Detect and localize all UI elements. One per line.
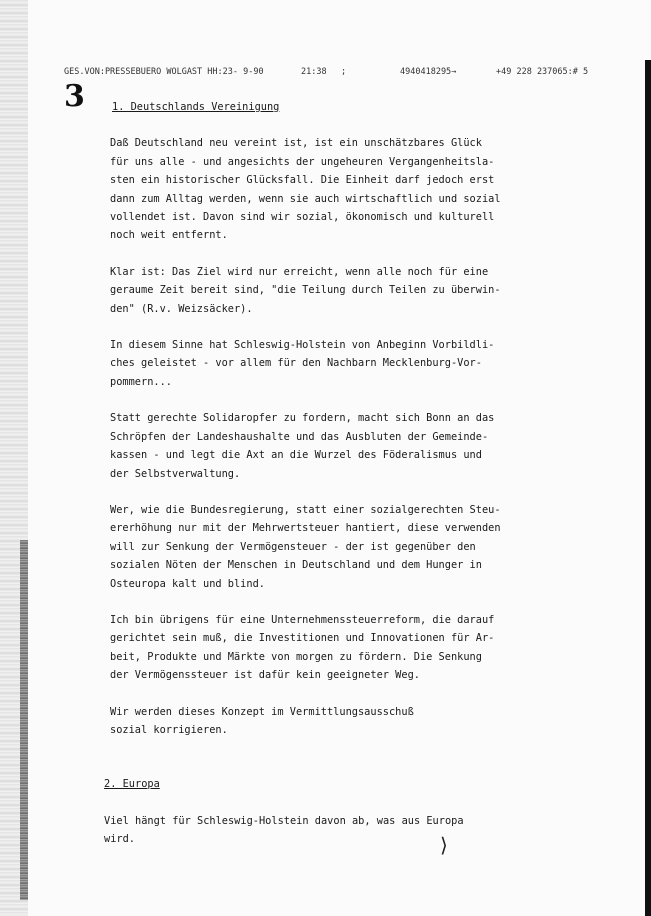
fax-time: 21:38 bbox=[301, 67, 327, 77]
paragraph-8: Viel hängt für Schleswig-Holstein davon ab, was aus Europa wird. bbox=[104, 814, 464, 846]
document-body bbox=[104, 98, 570, 849]
section-heading-2: 2. Europa bbox=[104, 778, 160, 791]
paragraph-1: Daß Deutschland neu vereint ist, ist ein unschätzbares Glück für uns alle - und angesichts der ungeheuren Vergangenheitsla- sten ein historischer Glücksfall. Die Einheit darf jedoch erst dann zum Alltag werden, wenn sie auch wirtschaftlich und sozial vollendet ist. Davon sind wir sozial, ökonomisch und kulturell noch weit entfernt. bbox=[110, 137, 501, 242]
handwritten-page-number: 3 bbox=[64, 79, 85, 114]
fax-number: 4940418295→ bbox=[400, 67, 457, 77]
paragraph-2: Klar ist: Das Ziel wird nur erreicht, wenn alle noch für eine geraume Zeit bereit sind, "die Teilung durch Teilen zu überwin- den" (R.v. Weizsäcker). bbox=[110, 265, 501, 315]
fax-header bbox=[64, 67, 634, 81]
section-heading-1: 1. Deutschlands Vereinigung bbox=[112, 101, 280, 113]
paragraph-5: Wer, wie die Bundesregierung, statt einer sozialgerechten Steu- ererhöhung nur mit der Mehrwertsteuer hantiert, diese verwenden will zur Senkung der Vermögensteuer - der ist gegenüber den sozialen Nöten der Menschen in Deutschland und dem Hunger in Osteuropa kalt und blind. bbox=[110, 503, 501, 590]
paragraph-3: In diesem Sinne hat Schleswig-Holstein von Anbeginn Vorbildli- ches geleistet - vor allem für den Nachbarn Mecklenburg-Vor- pommern... bbox=[110, 339, 495, 388]
fax-receiver: +49 228 237065:# 5 bbox=[496, 67, 589, 77]
fax-sender: GES.VON:PRESSEBUERO WOLGAST HH:23- 9-90 bbox=[64, 67, 264, 77]
fax-separator: ; bbox=[341, 67, 347, 77]
handwritten-mark: ⟩ bbox=[440, 833, 448, 857]
scan-edge-right bbox=[645, 60, 651, 916]
scan-binding-strip bbox=[20, 540, 28, 900]
paragraph-4: Statt gerechte Solidaropfer zu fordern, macht sich Bonn an das Schröpfen der Landeshaushalte und das Ausbluten der Gemeinde- kassen - und legt die Axt an die Wurzel des Föderalismus und der Selbstverwaltung. bbox=[110, 412, 495, 480]
paragraph-7: Wir werden dieses Konzept im Vermittlungsausschuß sozial korrigieren. bbox=[110, 705, 414, 736]
paragraph-6: Ich bin übrigens für eine Unternehmenssteuerreform, die darauf gerichtet sein muß, die Investitionen und Innovationen für Ar- beit, Produkte und Märkte von morgen zu fördern. Die Senkung der Vermögenssteuer ist dafür kein geeigneter Weg. bbox=[110, 613, 495, 682]
